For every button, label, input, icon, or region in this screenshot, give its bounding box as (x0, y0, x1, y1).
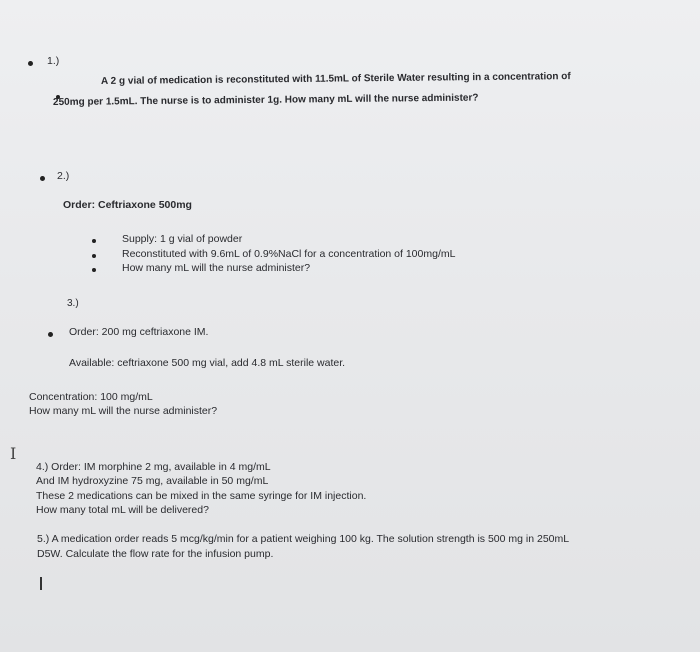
q3-concentration: Concentration: 100 mg/mL (29, 391, 153, 403)
q4-line-2: And IM hydroxyzine 75 mg, available in 50 mg/mL (36, 475, 269, 487)
q5-line-1: 5.) A medication order reads 5 mcg/kg/min for a patient weighing 100 kg. The solution strength is 500 mg in 250mL (37, 533, 570, 545)
q2-supply: Supply: 1 g vial of powder (122, 233, 243, 245)
q2-question: How many mL will the nurse administer? (122, 262, 311, 274)
q4-line-1: 4.) Order: IM morphine 2 mg, available in 4 mg/mL (36, 461, 271, 473)
q3-number: 3.) (67, 298, 79, 309)
q4-line-3: These 2 medications can be mixed in the same syringe for IM injection. (36, 490, 367, 502)
q3-available: Available: ceftriaxone 500 mg vial, add 4.8 mL sterile water. (69, 357, 346, 369)
bullet-q2-1 (92, 239, 96, 243)
bullet-q2-3 (92, 268, 96, 272)
q1-line-1: A 2 g vial of medication is reconstituted with 11.5mL of Sterile Water resulting in a concentration of (100, 71, 571, 87)
bullet-q3 (48, 332, 53, 337)
q1-line-2: 250mg per 1.5mL. The nurse is to administer 1g. How many mL will the nurse administer? (52, 92, 479, 108)
bullet-q2 (40, 176, 45, 181)
q2-order: Order: Ceftriaxone 500mg (63, 199, 192, 211)
q4-line-4: How many total mL will be delivered? (36, 504, 209, 516)
text-caret[interactable] (40, 577, 42, 590)
q2-number: 2.) (57, 170, 70, 182)
bullet-q1 (28, 61, 33, 66)
q5-line-2: D5W. Calculate the flow rate for the infusion pump. (37, 548, 274, 560)
bullet-q2-2 (92, 254, 96, 258)
q1-number: 1.) (47, 55, 60, 67)
q2-reconstituted: Reconstituted with 9.6mL of 0.9%NaCl for a concentration of 100mg/mL (122, 248, 456, 260)
ibeam-cursor-icon: I (10, 444, 17, 463)
q3-question: How many mL will the nurse administer? (29, 405, 218, 417)
q3-order: Order: 200 mg ceftriaxone IM. (69, 326, 209, 338)
